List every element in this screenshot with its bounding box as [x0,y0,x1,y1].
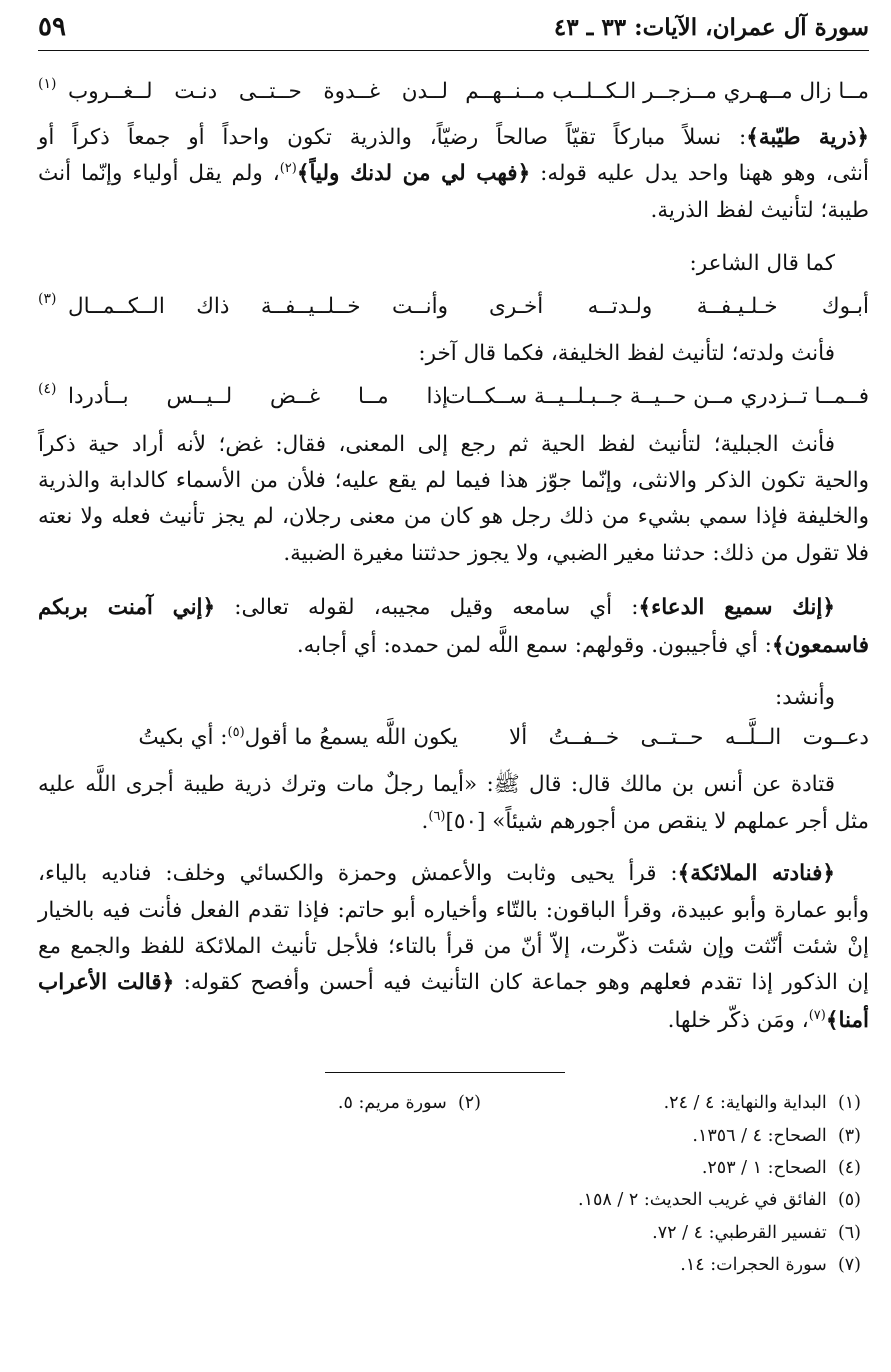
footnote [578,1187,861,1213]
page-number: ٥٩ [38,12,66,42]
footnote-text: الفائق في غريب الحديث: ٢ / ١٥٨. [578,1190,827,1210]
text-line [38,807,869,837]
text-line: فلا تقول من ذلك: حدثنا مغير الضبي، ولا يجوز حدثتنا مغيرة الضبية. [283,541,869,566]
text-line: قتادة عن أنس بن مالك قال: قال ﷺ: «أيما رجلٌ مات وترك ذرية طيبة أجرى اللَّه عليه [38,772,835,797]
verse-hemistich [38,723,458,753]
quran-quote: فاسمعون﴾ [771,633,869,658]
text-line [38,859,835,889]
quran-quote: ﴿قالت الأعراب [38,970,175,995]
footnote-text: سورة الحجرات: ١٤. [680,1255,827,1275]
footnote-ref: (٦) [428,808,446,824]
footnote [664,1090,861,1116]
text-line [38,123,869,153]
text-line: والخليفة فإذا سمي بشيء من ذلك رجل هو كان من معنى رجلان، لم يجز تأنيث فعله ولا نعته [38,504,869,529]
verse-hemistich: وأنــت خــلــيــفــة ذاك الــكــمــال [68,294,448,319]
sura-title: سورة آل عمران، الآيات: ٣٣ ـ ٤٣ [553,14,869,41]
verse-hemistich: دعــوت الــلَّــه حــتــى خــفــتُ ألا [509,725,869,750]
footnote-number: (٢) [457,1093,481,1113]
hemistich-tail: : أي بكيتُ [138,725,228,750]
page-header [38,10,869,51]
text-line: وأبو عمارة وأبو عبيدة، وقرأ الباقون: بالتّاء وأخياره أبو حاتم: فإذا تقدم الفعل فأنت فيه بالخيار [38,898,869,923]
footnote-text: البداية والنهاية: ٤ / ٢٤. [663,1093,827,1113]
text-run: : أي فأجيبون. وقولهم: سمع اللَّه لمن حمده: أي أجابه. [296,633,772,658]
text-run: . [421,809,429,834]
text-line [38,631,869,661]
text-line: كما قال الشاعر: [689,251,835,276]
footnote-number: (٦) [837,1223,861,1243]
footnote-number: (٥) [837,1190,861,1210]
verse-hemistich: مــا زال مــهـري مــزجــر الـكــلــب مــنــهــم [465,79,869,104]
quran-quote: ﴿فنادته الملائكة﴾ [677,861,835,886]
text-line: طيبة؛ لتأنيث لفظ الذرية. [650,198,869,223]
text-line: فأنث ولدته؛ لتأنيث لفظ الخليفة، فكما قال آخر: [418,341,835,366]
footnote [338,1090,481,1116]
footnote-text: الصحاح: ٤ / ١٣٥٦. [692,1126,827,1146]
verse-hemistich: لــدن غــدوة حــتــى دنـت لــغــروب [68,79,448,104]
quran-quote: أمنا﴾ [825,1008,869,1033]
text-line [38,159,869,189]
footnote [692,1123,861,1149]
footnote [702,1155,861,1181]
footnote-text: تفسير القرطبي: ٤ / ٧٢. [652,1223,827,1243]
footnote-ref: (٣) [38,291,57,307]
text-run: أنثى، وهو ههنا واحد يدل عليه قوله: [530,161,870,186]
verse-hemistich: إذا مــا غــض لــيــس بــأدردا [68,384,448,409]
hemistich-text: يكون اللَّه يسمعُ ما أقول [244,725,458,750]
footnote-number: (٧) [837,1255,861,1275]
text-line [38,593,835,623]
quran-quote: ﴿إني آمنت بربكم [38,595,216,620]
text-run: : أي سامعه وقيل مجيبه، لقوله تعالى: [215,595,639,620]
verse-hemistich: فــمــا تــزدري مــن حــيــة جــبـلــيــة ســكــات [445,384,869,409]
text-line: إنْ شئت أنّثت وإن شئت ذكّرت، إلاّ أنّ من قرأ بالتاء؛ فلأجل تأنيث الملائكة للفظ والجمع مع [38,934,869,959]
text-line: وأنشد: [774,685,835,710]
footnote-text: سورة مريم: ٥. [337,1093,447,1113]
text-run: ، ومَن ذكّر خلها. [667,1008,809,1033]
footnote-ref: (١) [38,76,57,92]
text-line: فأنث الجبلية؛ لتأنيث لفظ الحية ثم رجع إلى المعنى، فقال: غض؛ لأنه أراد حية ذكراً [38,432,835,457]
text-line [38,968,869,998]
quran-quote: ﴿إنك سميع الدعاء﴾ [638,595,835,620]
footnote [680,1252,861,1278]
verse-hemistich: أبـوك خـلـيـفــة ولـدتــه أخـرى [489,294,869,319]
text-run: ، ولم يقل أولياء وإنّما أنث [38,161,280,186]
footnote-text: الصحاح: ١ / ٢٥٣. [701,1158,827,1178]
footnote-number: (٤) [837,1158,861,1178]
footnote-ref: (٤) [38,381,57,397]
footnote-ref: (٧) [808,1007,826,1023]
footnote-number: (٣) [837,1126,861,1146]
text-run: : نسلاً مباركاً تقيّاً صالحاً رضيّاً، والذرية تكون واحداً أو جمعاً ذكراً أو [38,125,747,150]
quran-quote: ﴿ذرية طيّبة﴾ [746,125,869,150]
footnote [652,1220,861,1246]
quran-quote: ﴿فهب لي من لدنك ولياً﴾ [296,161,531,186]
text-run: إن الذكور إذا تقدم فعلهم وهو جماعة كان التأنيث فيه أحسن وأفصح كقوله: [174,970,869,995]
footnote-separator [325,1072,565,1073]
footnote-ref: (٥) [227,724,245,740]
text-run: : قرأ يحيى وثابت والأعمش وحمزة والكسائي وخلف: فناديه بالياء، [38,861,678,886]
text-run: مثل أجر عملهم لا ينقص من أجورهم شيئاً» [٥٠] [445,809,869,834]
text-line: والحية تكون الذكر والانثى، وإنّما جوّز هذا فيما لم يقع عليه؛ فلأن من الأسماء كالدابة والذرية [38,468,869,493]
text-line [38,1006,869,1036]
footnote-number: (١) [837,1093,861,1113]
footnote-ref: (٢) [279,160,297,176]
